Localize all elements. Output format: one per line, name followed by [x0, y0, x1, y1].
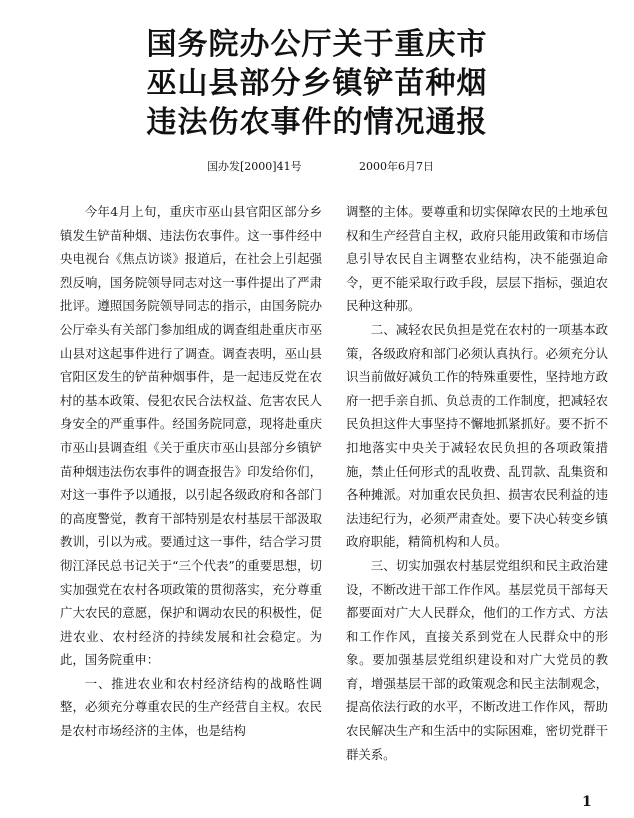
title-line-1: 国务院办公厅关于重庆市	[146, 27, 488, 62]
document-number: 国办发[2000]41号	[207, 160, 302, 173]
page-number: 1	[582, 794, 592, 810]
paragraph-point-1-continued: 调整的主体。要尊重和切实保障农民的土地承包权和生产经营自主权，政府只能用政策和市场信息引导农民自主调整农业结构，决不能强迫命令，更不能采取行政手段，层层下指标，强迫农民种这种那。	[346, 204, 608, 314]
paragraph-point-2: 二、减轻农民负担是党在农村的一项基本政策，各级政府和部门必须认真执行。必须充分认识当前做好减负工作的特殊重要性，坚持地方政府一把手亲自抓、负总责的工作制度，把减轻农民负担这件大事坚持不懈地抓紧抓好。要不折不扣地落实中央关于减轻农民负担的各项政策措施，禁止任何形式的乱收费、乱罚款、乱集资和各种摊派。对加重农民负担、损害农民利益的违法违纪行为，必须严肃查处。要下决心转变乡镇政府职能，精简机构和人员。	[346, 321, 608, 550]
paragraph-point-3: 三、切实加强农村基层党组织和民主政治建设，不断改进干部工作作风。基层党员干部每天都要面对广大人民群众，他们的工作方式、方法和工作作风，直接关系到党在人民群众中的形象。要加强基层党组织建设和对广大党员的教育，增强基层干部的政策观念和民主法制观念，提高依法行政的水平，不断改进工作作风，帮助农民解决生产和生活中的实际困难，密切党群干群关系。	[346, 557, 608, 762]
document-date: 2000年6月7日	[359, 160, 434, 173]
paragraph-point-1: 一、推进农业和农村经济结构的战略性调整，必须充分尊重农民的生产经营自主权。农民是农村市场经济的主体，也是结构	[60, 675, 322, 739]
right-column	[346, 200, 608, 766]
paragraph-intro: 今年4月上旬，重庆市巫山县官阳区部分乡镇发生铲苗种烟、违法伤农事件。这一事件经中央电视台《焦点访谈》报道后，在社会上引起强烈反响，国务院领导同志对这一事件提出了严肃批评。遵照国务院领导同志的指示，由国务院办公厅牵头有关部门参加组成的调查组赴重庆市巫山县对这起事件进行了调查。调查表明，巫山县官阳区发生的铲苗种烟事件，是一起违反党在农村的基本政策、侵犯农民合法权益、危害农民人身安全的严重事件。经国务院同意，现将赴重庆市巫山县调查组《关于重庆市巫山县部分乡镇铲苗种烟违法伤农事件的调查报告》印发给你们，对这一事件予以通报，以引起各级政府和各部门的高度警觉，教育干部特别是农村基层干部汲取教训，引以为戒。要通过这一事件，结合学习贯彻江泽民总书记关于“三个代表”的重要思想，切实加强党在农村各项政策的贯彻落实，充分尊重广大农民的意愿，保护和调动农民的积极性，促进农业、农村经济的持续发展和社会稳定。为此，国务院重申：	[60, 204, 322, 668]
left-column	[60, 200, 322, 743]
title-line-2: 巫山县部分乡镇铲苗种烟	[146, 66, 488, 101]
title-line-3: 违法伤农事件的情况通报	[146, 105, 488, 140]
